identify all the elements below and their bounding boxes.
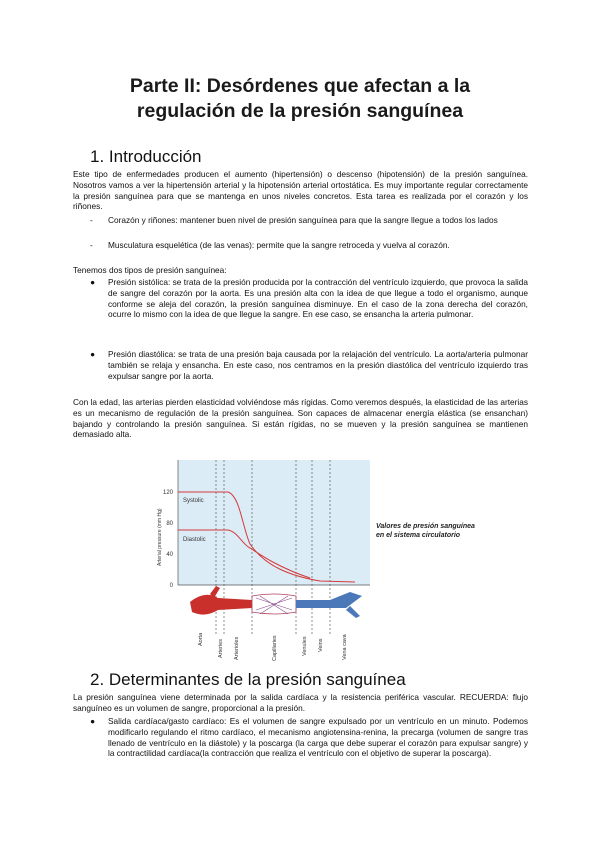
vessel-labels	[198, 632, 348, 661]
y-axis-label: Arterial pressure (mm Hg)	[157, 508, 163, 566]
bullet-dot: ●	[90, 277, 96, 287]
bullet-dot: ●	[90, 349, 96, 359]
pressure-chart	[150, 456, 370, 666]
intro-paragraph: Este tipo de enfermedades producen el aumento (hipertensión) o descenso (hipotensión) de la presión sanguínea. Nosotros vamos a ver la hipertensión arterial y la hipotensión arterial ortostática. Es muy importante regular correctamente la presión sanguínea para que se mantenga en unos niveles concretos. Esta tarea es realizada por el corazón y los riñones.	[73, 169, 528, 212]
dash-bullet: -	[90, 240, 93, 250]
vessel-label-arteries: Arteries	[218, 639, 224, 658]
vessel-label-capillaries: Capillaries	[272, 635, 278, 661]
item-presion-diastolica: Presión diastólica: se trata de una presión baja causada por la relajación del ventrículo. La aorta/arteria pulmonar también se relaja y ensancha. En este caso, nos centramos en la presión diastólica del ventrículo izquierdo tras expulsar sangre por la aorta.	[108, 349, 528, 381]
item-salida-cardiaca: Salida cardíaca/gasto cardíaco: Es el volumen de sangre expulsado por un ventrículo en un minuto. Podemos modificarlo regulando el ritmo cardíaco, el mecanismo angiotensina-renina, la precarga (volumen de sangre tras llenado de ventrículo en la diástole) y la poscarga (la carga que debe superar el corazón para expulsar sangre) y la contractilidad cardíaca(la contracción que realiza el ventrículo con el objetivo de superar la poscarga).	[108, 716, 528, 759]
section-heading-determinantes: 2. Determinantes de la presión sanguínea	[90, 670, 406, 689]
section-heading-introduccion: 1. Introducción	[90, 147, 202, 166]
diastolic-label: Diastolic	[183, 537, 206, 543]
vessel-label-veins: Veins	[318, 638, 324, 652]
y-tick-80: 80	[166, 521, 173, 527]
vessel-label-vena-cava: Vena cava	[342, 634, 348, 660]
age-paragraph: Con la edad, las arterias pierden elasticidad volviéndose más rígidas. Como veremos después, la elasticidad de las arterias es un mecanismo de regulación de la presión sanguínea. Son capaces de almacenar energía elástica (se ensanchan) bajando y controlando la presión sanguínea. Si están rígidas, no se mueven y la presión sanguínea se mantienen demasiado alta.	[73, 397, 528, 440]
y-tick-120: 120	[162, 490, 173, 496]
types-intro: Tenemos dos tipos de presión sanguínea:	[73, 265, 227, 275]
blood-pressure-figure	[150, 456, 370, 666]
dash-item-corazon: Corazón y riñones: mantener buen nivel de presión sanguínea para que la sangre llegue a todos los lados	[108, 215, 498, 225]
page-title: Parte II: Desórdenes que afectan a la regulación de la presión sanguínea	[129, 75, 471, 122]
y-tick-labels	[163, 490, 174, 589]
y-tick-0: 0	[169, 583, 173, 589]
vessel-label-aorta: Aorta	[198, 632, 204, 646]
dash-bullet: -	[90, 215, 93, 225]
y-tick-40: 40	[166, 552, 173, 558]
dash-item-musculatura: Musculatura esquelética (de las venas): permite que la sangre retroceda y vuelva al corazón.	[108, 240, 450, 250]
bullet-dot: ●	[90, 716, 96, 726]
figure-caption: Valores de presión sanguínea en el sistema circulatorio	[376, 523, 475, 539]
vessel-label-arterioles: Arterioles	[234, 636, 240, 660]
item-presion-sistolica: Presión sistólica: se trata de la presión producida por la contracción del ventrículo izquierdo, que provoca la salida de sangre del corazón por la aorta. Es una presión alta con la idea de que llegue a todo el organismo, aunque conforme se aleja del corazón, la presión sanguínea disminuye. En el caso de la zona derecha del corazón, ocurre lo mismo con la idea de que llegue la sangre. En ese caso, se ensancha la arteria pulmonar.	[108, 277, 528, 320]
vessel-label-venules: Venules	[302, 636, 308, 656]
systolic-label: Systolic	[183, 498, 204, 504]
determinantes-paragraph: La presión sanguínea viene determinada por la salida cardíaca y la resistencia periférica vascular. RECUERDA: flujo sanguíneo es un volumen de sangre, proporcional a la presión.	[73, 692, 528, 713]
